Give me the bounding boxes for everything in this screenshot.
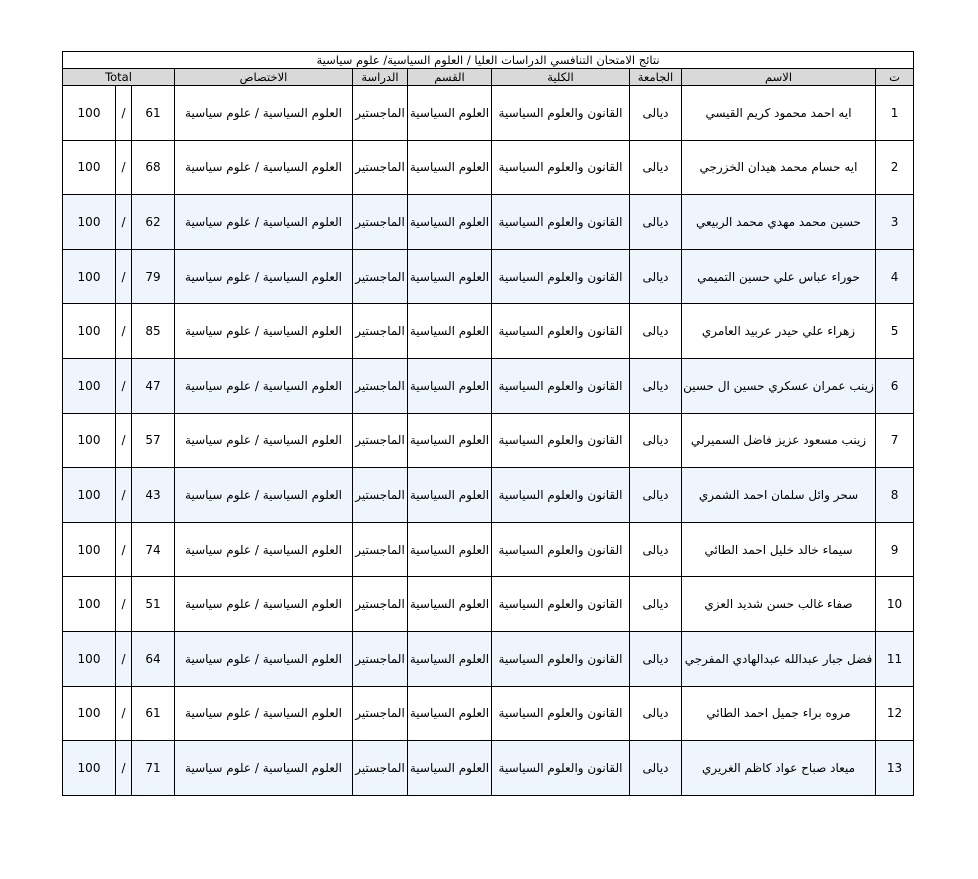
table-row <box>63 631 914 686</box>
cell-department: العلوم السياسية <box>408 140 492 195</box>
cell-max: 100 <box>63 86 116 141</box>
cell-score: 64 <box>132 631 175 686</box>
header-row <box>63 69 914 86</box>
cell-college: القانون والعلوم السياسية <box>492 741 630 796</box>
cell-score: 43 <box>132 468 175 523</box>
cell-college: القانون والعلوم السياسية <box>492 577 630 632</box>
cell-seq: 2 <box>876 140 914 195</box>
cell-study: الماجستير <box>353 413 408 468</box>
cell-college: القانون والعلوم السياسية <box>492 195 630 250</box>
cell-study: الماجستير <box>353 358 408 413</box>
table-row <box>63 140 914 195</box>
cell-name: زهراء علي حيدر عربيد العامري <box>682 304 876 359</box>
cell-college: القانون والعلوم السياسية <box>492 468 630 523</box>
cell-specialization: العلوم السياسية / علوم سياسية <box>175 304 353 359</box>
cell-name: زينب عمران عسكري حسين ال حسين <box>682 358 876 413</box>
cell-department: العلوم السياسية <box>408 304 492 359</box>
cell-college: القانون والعلوم السياسية <box>492 413 630 468</box>
cell-university: ديالى <box>630 686 682 741</box>
cell-study: الماجستير <box>353 631 408 686</box>
cell-department: العلوم السياسية <box>408 86 492 141</box>
cell-seq: 12 <box>876 686 914 741</box>
cell-score: 68 <box>132 140 175 195</box>
cell-name: ايه احمد محمود كريم القيسي <box>682 86 876 141</box>
cell-university: ديالى <box>630 195 682 250</box>
cell-max: 100 <box>63 304 116 359</box>
cell-university: ديالى <box>630 468 682 523</box>
cell-score: 47 <box>132 358 175 413</box>
cell-max: 100 <box>63 577 116 632</box>
cell-seq: 4 <box>876 249 914 304</box>
cell-university: ديالى <box>630 140 682 195</box>
cell-max: 100 <box>63 195 116 250</box>
cell-name: سحر وائل سلمان احمد الشمري <box>682 468 876 523</box>
cell-seq: 6 <box>876 358 914 413</box>
cell-study: الماجستير <box>353 577 408 632</box>
table-row <box>63 249 914 304</box>
cell-separator: / <box>116 741 132 796</box>
table-row <box>63 577 914 632</box>
cell-separator: / <box>116 468 132 523</box>
cell-department: العلوم السياسية <box>408 577 492 632</box>
cell-study: الماجستير <box>353 249 408 304</box>
table-row <box>63 358 914 413</box>
cell-study: الماجستير <box>353 522 408 577</box>
cell-name: صفاء غالب حسن شديد العزي <box>682 577 876 632</box>
header-seq: ت <box>876 69 914 86</box>
cell-college: القانون والعلوم السياسية <box>492 686 630 741</box>
header-college: الكلية <box>492 69 630 86</box>
cell-score: 74 <box>132 522 175 577</box>
cell-max: 100 <box>63 741 116 796</box>
header-total: Total <box>63 69 175 86</box>
cell-department: العلوم السياسية <box>408 249 492 304</box>
cell-score: 61 <box>132 86 175 141</box>
cell-separator: / <box>116 631 132 686</box>
cell-separator: / <box>116 249 132 304</box>
cell-study: الماجستير <box>353 304 408 359</box>
cell-specialization: العلوم السياسية / علوم سياسية <box>175 140 353 195</box>
cell-seq: 10 <box>876 577 914 632</box>
cell-specialization: العلوم السياسية / علوم سياسية <box>175 358 353 413</box>
cell-department: العلوم السياسية <box>408 468 492 523</box>
cell-seq: 9 <box>876 522 914 577</box>
cell-name: فضل جبار عبدالله عبدالهادي المفرجي <box>682 631 876 686</box>
cell-score: 62 <box>132 195 175 250</box>
cell-specialization: العلوم السياسية / علوم سياسية <box>175 577 353 632</box>
cell-department: العلوم السياسية <box>408 413 492 468</box>
cell-department: العلوم السياسية <box>408 686 492 741</box>
cell-max: 100 <box>63 358 116 413</box>
table-row <box>63 686 914 741</box>
cell-specialization: العلوم السياسية / علوم سياسية <box>175 86 353 141</box>
cell-university: ديالى <box>630 249 682 304</box>
cell-study: الماجستير <box>353 468 408 523</box>
cell-department: العلوم السياسية <box>408 741 492 796</box>
cell-score: 79 <box>132 249 175 304</box>
cell-name: ميعاد صباح عواد كاظم الغريري <box>682 741 876 796</box>
cell-university: ديالى <box>630 522 682 577</box>
cell-max: 100 <box>63 522 116 577</box>
cell-specialization: العلوم السياسية / علوم سياسية <box>175 249 353 304</box>
table-row <box>63 468 914 523</box>
table-row <box>63 741 914 796</box>
cell-university: ديالى <box>630 413 682 468</box>
cell-specialization: العلوم السياسية / علوم سياسية <box>175 468 353 523</box>
header-department: القسم <box>408 69 492 86</box>
cell-study: الماجستير <box>353 686 408 741</box>
cell-separator: / <box>116 413 132 468</box>
cell-name: ايه حسام محمد هيدان الخزرجي <box>682 140 876 195</box>
header-study: الدراسة <box>353 69 408 86</box>
cell-separator: / <box>116 358 132 413</box>
cell-department: العلوم السياسية <box>408 358 492 413</box>
cell-separator: / <box>116 86 132 141</box>
header-specialization: الاختصاص <box>175 69 353 86</box>
cell-name: مروه براء جميل احمد الطائي <box>682 686 876 741</box>
cell-separator: / <box>116 686 132 741</box>
cell-separator: / <box>116 577 132 632</box>
cell-score: 85 <box>132 304 175 359</box>
table-row <box>63 304 914 359</box>
cell-department: العلوم السياسية <box>408 631 492 686</box>
cell-specialization: العلوم السياسية / علوم سياسية <box>175 522 353 577</box>
cell-college: القانون والعلوم السياسية <box>492 631 630 686</box>
cell-university: ديالى <box>630 304 682 359</box>
cell-specialization: العلوم السياسية / علوم سياسية <box>175 631 353 686</box>
cell-separator: / <box>116 304 132 359</box>
cell-university: ديالى <box>630 86 682 141</box>
cell-college: القانون والعلوم السياسية <box>492 358 630 413</box>
title-row <box>63 52 914 69</box>
cell-name: حوراء عباس علي حسين التميمي <box>682 249 876 304</box>
cell-separator: / <box>116 522 132 577</box>
cell-seq: 3 <box>876 195 914 250</box>
cell-seq: 8 <box>876 468 914 523</box>
cell-separator: / <box>116 195 132 250</box>
cell-max: 100 <box>63 468 116 523</box>
cell-score: 71 <box>132 741 175 796</box>
cell-study: الماجستير <box>353 86 408 141</box>
cell-department: العلوم السياسية <box>408 195 492 250</box>
cell-specialization: العلوم السياسية / علوم سياسية <box>175 195 353 250</box>
cell-specialization: العلوم السياسية / علوم سياسية <box>175 741 353 796</box>
cell-specialization: العلوم السياسية / علوم سياسية <box>175 413 353 468</box>
cell-college: القانون والعلوم السياسية <box>492 140 630 195</box>
header-university: الجامعة <box>630 69 682 86</box>
cell-name: زينب مسعود عزيز فاضل السميرلي <box>682 413 876 468</box>
cell-score: 51 <box>132 577 175 632</box>
cell-department: العلوم السياسية <box>408 522 492 577</box>
cell-study: الماجستير <box>353 741 408 796</box>
cell-college: القانون والعلوم السياسية <box>492 522 630 577</box>
cell-name: حسين محمد مهدي محمد الربيعي <box>682 195 876 250</box>
table-row <box>63 413 914 468</box>
cell-college: القانون والعلوم السياسية <box>492 304 630 359</box>
cell-seq: 11 <box>876 631 914 686</box>
table-row <box>63 195 914 250</box>
cell-seq: 5 <box>876 304 914 359</box>
cell-score: 57 <box>132 413 175 468</box>
cell-seq: 7 <box>876 413 914 468</box>
cell-university: ديالى <box>630 577 682 632</box>
cell-university: ديالى <box>630 358 682 413</box>
cell-max: 100 <box>63 249 116 304</box>
cell-seq: 1 <box>876 86 914 141</box>
cell-study: الماجستير <box>353 140 408 195</box>
cell-university: ديالى <box>630 741 682 796</box>
cell-separator: / <box>116 140 132 195</box>
table-row <box>63 86 914 141</box>
cell-college: القانون والعلوم السياسية <box>492 249 630 304</box>
cell-max: 100 <box>63 631 116 686</box>
cell-college: القانون والعلوم السياسية <box>492 86 630 141</box>
cell-seq: 13 <box>876 741 914 796</box>
results-table <box>62 51 914 796</box>
cell-max: 100 <box>63 413 116 468</box>
cell-specialization: العلوم السياسية / علوم سياسية <box>175 686 353 741</box>
cell-max: 100 <box>63 686 116 741</box>
cell-name: سيماء خالد خليل احمد الطائي <box>682 522 876 577</box>
table-title: نتائج الامتحان التنافسي الدراسات العليا / العلوم السياسية/ علوم سياسية <box>63 52 914 69</box>
table-row <box>63 522 914 577</box>
cell-score: 61 <box>132 686 175 741</box>
header-name: الاسم <box>682 69 876 86</box>
cell-university: ديالى <box>630 631 682 686</box>
cell-max: 100 <box>63 140 116 195</box>
cell-study: الماجستير <box>353 195 408 250</box>
